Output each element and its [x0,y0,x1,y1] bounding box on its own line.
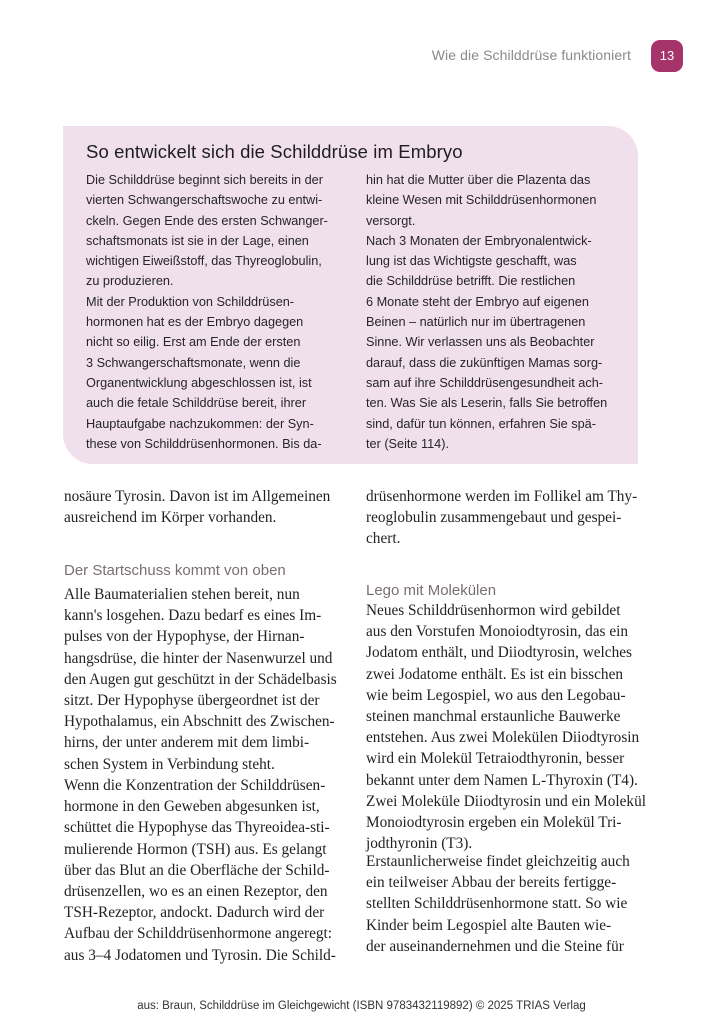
text-line: Hypothalamus, ein Abschnitt des Zwischen- [64,713,335,731]
text-line: Wenn die Konzentration der Schilddrüsen- [64,777,326,794]
text-line: kann's losgehen. Dazu bedarf es eines Im- [64,607,322,625]
right-paragraph-1 [366,600,646,854]
section-heading-lego: Lego mit Molekülen [366,582,497,599]
text-line: jodthyronin (T3). [366,835,473,853]
text-line: drüsenzellen, wo es an einen Rezeptor, den [64,883,328,901]
text-line: ten. Was Sie als Leserin, falls Sie betroffen [366,396,608,411]
text-line: der auseinandernehmen und die Steine für [366,937,624,955]
text-line: schaftsmonats ist sie in der Lage, einen [86,233,309,248]
text-line: chert. [366,530,401,548]
text-line: Monoiodtyrosin ergeben ein Molekül Tri- [366,814,622,832]
text-line: Alle Baumaterialien stehen bereit, nun [64,586,300,603]
text-line: entstehen. Aus zwei Molekülen Diiodtyrosin [366,729,640,747]
text-line: lung ist das Wichtigste geschafft, was [366,254,577,269]
text-line: Kinder beim Legospiel alte Bauten wie- [366,916,612,934]
text-line: ckeln. Gegen Ende des ersten Schwanger- [86,213,328,228]
text-line: Sinne. Wir verlassen uns als Beobachter [366,335,595,350]
text-line: mulierende Hormon (TSH) aus. Es gelangt [64,840,327,858]
left-intro-paragraph [64,486,344,528]
text-line: Aufbau der Schilddrüsenhormone angeregt: [64,925,333,943]
text-line: hormone in den Geweben abgesunken ist, [64,798,320,816]
text-line: sitzt. Der Hypophyse übergeordnet ist der [64,692,320,710]
text-line: schen System in Verbindung steht. [64,755,275,773]
text-line: hirns, der unter anderem mit dem limbi- [64,734,310,752]
text-line: zu produzieren. [86,274,174,289]
text-line: drüsenhormone werden im Follikel am Thy- [366,488,638,505]
page-number-badge: 13 [651,40,683,72]
text-line: nosäure Tyrosin. Davon ist im Allgemeinen [64,488,331,505]
right-paragraph-2 [366,851,646,957]
text-line: die Schilddrüse betrifft. Die restlichen [366,274,576,289]
left-paragraph-1 [64,584,344,775]
text-line: aus 3–4 Jodatomen und Tyrosin. Die Schild- [64,946,336,964]
footer-citation: aus: Braun, Schilddrüse im Gleichgewicht (ISBN 9783432119892) © 2025 TRIAS Verlag [137,1000,586,1012]
text-line: Neues Schilddrüsenhormon wird gebildet [366,602,621,619]
info-box-title: So entwickelt sich die Schilddrüse im Embryo [86,141,463,162]
text-line: schüttet die Hypophyse das Thyreoidea-sti- [64,819,330,837]
text-line: Zwei Moleküle Diiodtyrosin und ein Molekül [366,792,646,810]
text-line: Nach 3 Monaten der Embryonalentwick- [366,233,592,248]
text-line: auch die fetale Schilddrüse bereit, ihrer [86,396,307,411]
text-line: hormonen hat es der Embryo dagegen [86,315,304,330]
text-line: zwei Jodatome enthält. Es ist ein bisschen [366,665,624,683]
section-heading-startschuss: Der Startschuss kommt von oben [64,562,286,579]
text-line: Jodatom enthält, und Diiodtyrosin, welches [366,644,632,662]
running-header: Wie die Schilddrüse funktioniert [431,47,631,63]
text-line: kleine Wesen mit Schilddrüsenhormonen [366,193,597,208]
text-line: ein teilweiser Abbau der bereits fertigge- [366,874,617,892]
text-line: wie beim Legospiel, wo aus den Legobau- [366,686,626,704]
text-line: TSH-Rezeptor, andockt. Dadurch wird der [64,904,325,922]
text-line: pulses von der Hypophyse, der Hirnan- [64,628,305,646]
text-line: sam auf ihre Schilddrüsengesundheit ach- [366,375,603,390]
text-line: darauf, dass die zukünftigen Mamas sorg- [366,355,603,370]
text-line: Erstaunlicherweise findet gleichzeitig auch [366,853,630,870]
right-intro-paragraph [366,486,646,550]
text-line: stellten Schilddrüsenhormone statt. So wie [366,895,628,913]
text-line: sind, dafür tun können, erfahren Sie spä- [366,416,596,431]
text-line: Hauptaufgabe nachzukommen: der Syn- [86,416,314,431]
text-line: über das Blut an die Oberfläche der Schild- [64,861,330,879]
text-line: nicht so eilig. Erst am Ende der ersten [86,335,301,350]
text-line: Mit der Produktion von Schilddrüsen- [86,294,295,309]
left-paragraph-2 [64,775,344,966]
text-line: Die Schilddrüse beginnt sich bereits in der [86,173,323,187]
text-line: steinen manchmal erstaunliche Bauwerke [366,708,621,726]
text-line: vierten Schwangerschaftswoche zu entwi- [86,193,323,208]
text-line: Beinen – natürlich nur im übertragenen [366,315,586,330]
info-box-column-left [86,170,350,454]
text-line: versorgt. [366,213,416,228]
text-line: wird ein Molekül Tetraiodthyronin, besser [366,750,625,768]
text-line: ter (Seite 114). [366,436,449,451]
text-line: 3 Schwangerschaftsmonate, wenn die [86,355,301,370]
text-line: reoglobulin zusammengebaut und gespei- [366,509,622,527]
info-box-column-right [366,170,630,454]
text-line: these von Schilddrüsenhormonen. Bis da- [86,436,322,451]
text-line: bekannt unter dem Namen L-Thyroxin (T4). [366,771,638,789]
text-line: den Augen gut geschützt in der Schädelbasis [64,670,337,688]
text-line: Organentwicklung abgeschlossen ist, ist [86,375,312,390]
text-line: ausreichend im Körper vorhanden. [64,509,277,527]
text-line: hin hat die Mutter über die Plazenta das [366,173,591,187]
text-line: hangsdrüse, die hinter der Nasenwurzel und [64,649,333,667]
text-line: 6 Monate steht der Embryo auf eigenen [366,294,589,309]
text-line: aus den Vorstufen Monoiodtyrosin, das ein [366,623,629,641]
text-line: wichtigen Eiweißstoff, das Thyreoglobulin, [86,254,322,269]
